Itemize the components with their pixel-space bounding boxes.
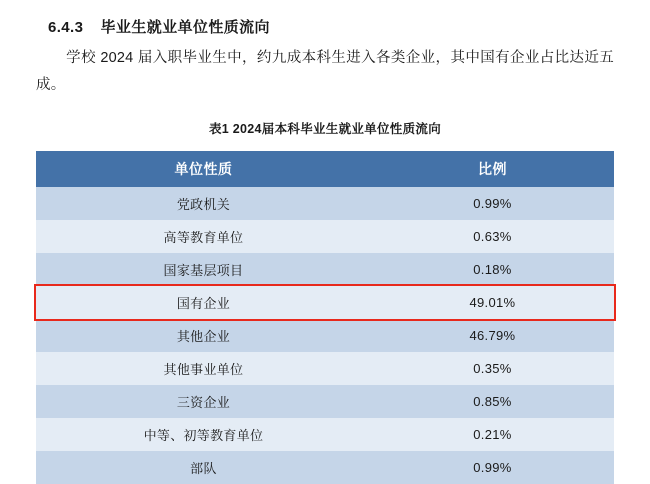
column-header-unit-type: 单位性质 xyxy=(36,151,371,187)
section-title: 毕业生就业单位性质流向 xyxy=(100,19,270,36)
table-row xyxy=(36,187,614,220)
table-row xyxy=(36,385,614,418)
table-row xyxy=(36,253,614,286)
table-head xyxy=(36,151,614,187)
cell-proportion: 0.18% xyxy=(371,253,614,286)
cell-unit-type: 国有企业 xyxy=(36,286,371,319)
cell-unit-type: 中等、初等教育单位 xyxy=(36,418,371,451)
table-row xyxy=(36,352,614,385)
cell-unit-type: 高等教育单位 xyxy=(36,220,371,253)
table-row-highlighted xyxy=(36,286,614,319)
table-row xyxy=(36,451,614,484)
cell-unit-type: 国家基层项目 xyxy=(36,253,371,286)
cell-proportion: 0.99% xyxy=(371,187,614,220)
table-row xyxy=(36,220,614,253)
cell-proportion: 0.63% xyxy=(371,220,614,253)
body-paragraph xyxy=(36,45,614,99)
section-heading xyxy=(48,16,614,37)
cell-unit-type: 党政机关 xyxy=(36,187,371,220)
cell-proportion: 0.21% xyxy=(371,418,614,451)
cell-proportion: 49.01% xyxy=(371,286,614,319)
cell-unit-type: 其他事业单位 xyxy=(36,352,371,385)
cell-unit-type: 三资企业 xyxy=(36,385,371,418)
table-row xyxy=(36,319,614,352)
cell-proportion: 46.79% xyxy=(371,319,614,352)
table-header-row xyxy=(36,151,614,187)
table-row xyxy=(36,418,614,451)
employment-unit-table xyxy=(36,151,614,484)
paragraph-text: 学校 2024 届入职毕业生中，约九成本科生进入各类企业，其中国有企业占比达近五成。 xyxy=(36,50,614,93)
table-body xyxy=(36,187,614,484)
cell-proportion: 0.99% xyxy=(371,451,614,484)
column-header-proportion: 比例 xyxy=(371,151,614,187)
cell-proportion: 0.35% xyxy=(371,352,614,385)
table-caption: 表1 2024届本科毕业生就业单位性质流向 xyxy=(208,122,442,136)
cell-unit-type: 其他企业 xyxy=(36,319,371,352)
section-number: 6.4.3 xyxy=(48,19,84,36)
cell-proportion: 0.85% xyxy=(371,385,614,418)
cell-unit-type: 部队 xyxy=(36,451,371,484)
table-container xyxy=(36,151,614,484)
